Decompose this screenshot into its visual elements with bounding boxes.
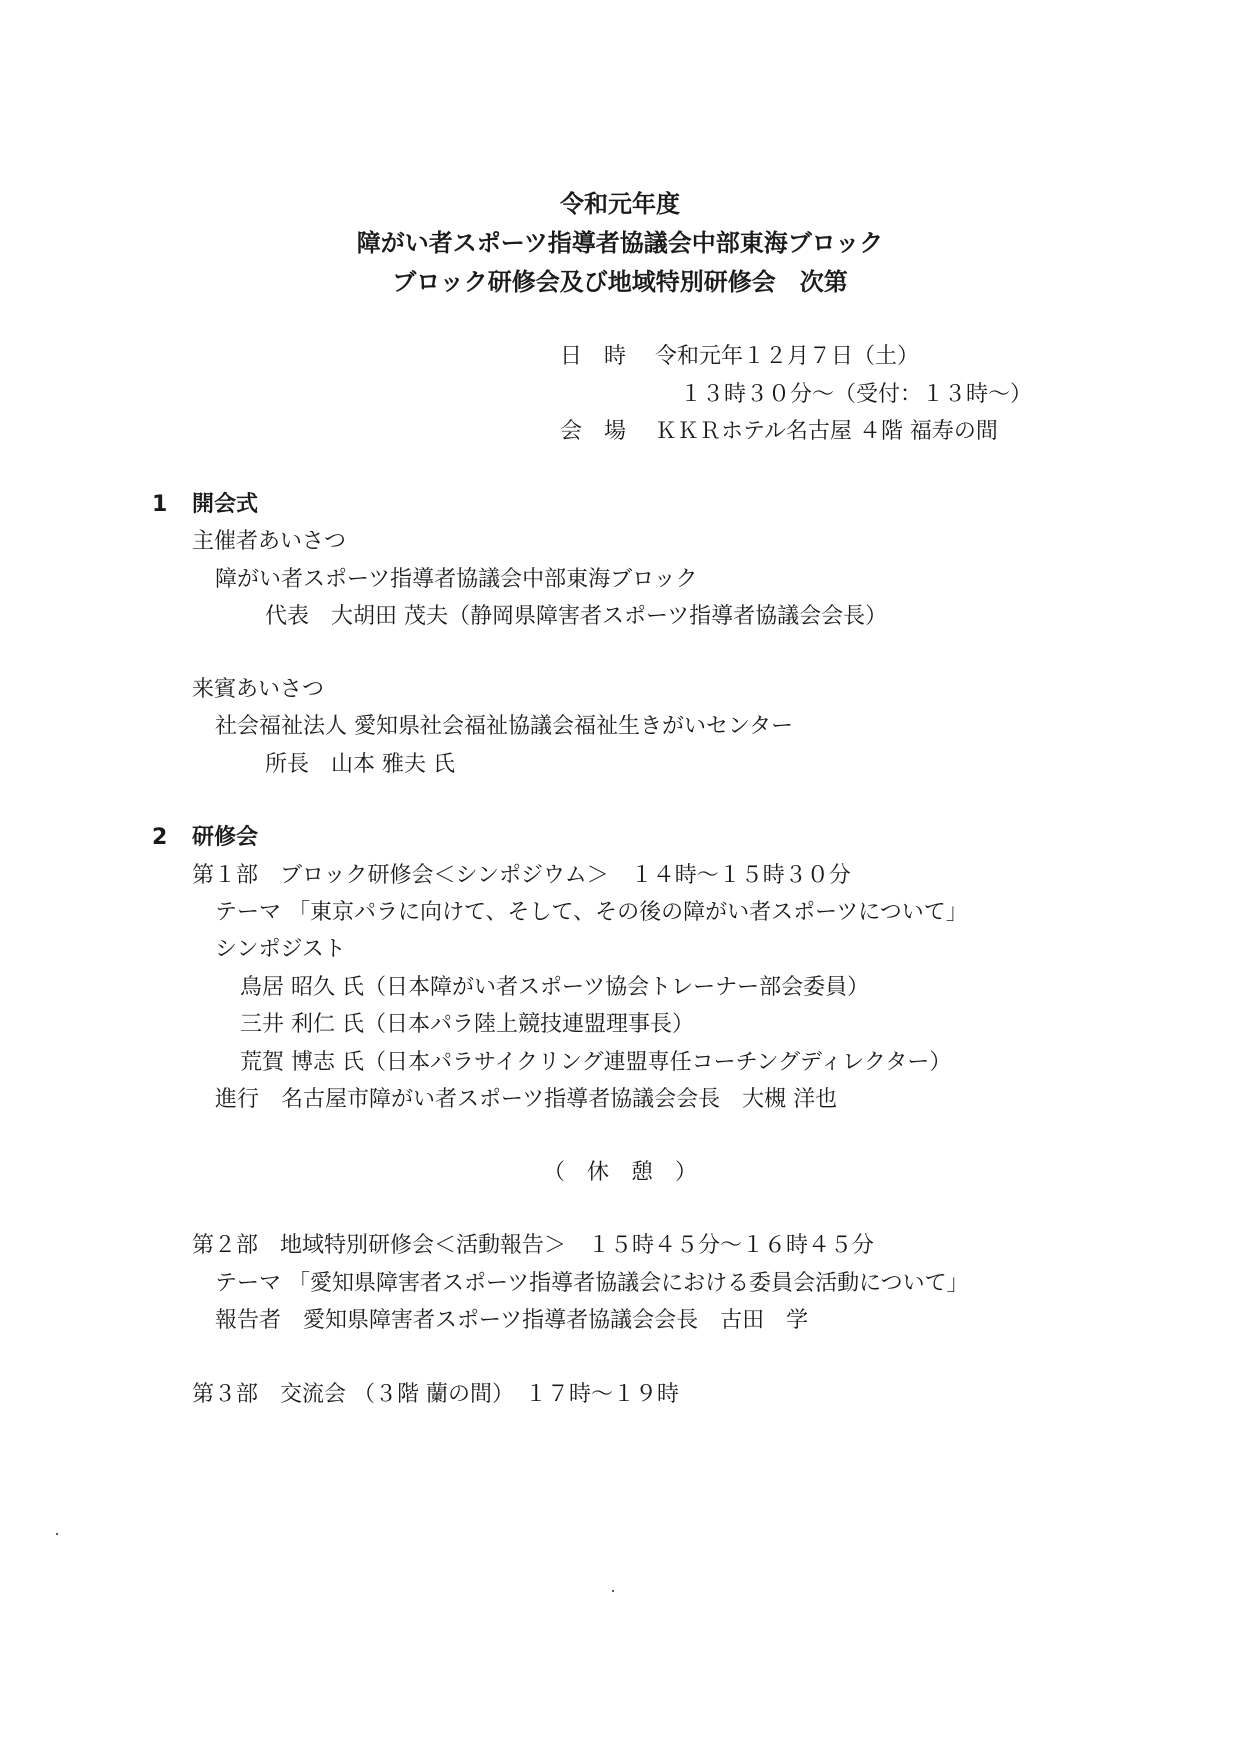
part1-title: 第１部 ブロック研修会＜シンポジウム＞ １４時～１５時３０分: [192, 863, 851, 888]
guest-representative: 所長 山本 雅夫 氏: [265, 752, 455, 777]
section1-heading: 開会式: [192, 492, 259, 517]
host-representative: 代表 大胡田 茂夫（静岡県障害者スポーツ指導者協議会会長）: [265, 604, 888, 629]
moderator: 進行 名古屋市障がい者スポーツ指導者協議会会長 大槻 洋也: [215, 1087, 838, 1112]
scan-speck: [56, 1533, 58, 1535]
guest-greeting-label: 来賓あいさつ: [192, 677, 325, 702]
guest-organization: 社会福祉法人 愛知県社会福祉協議会福祉生きがいセンター: [215, 714, 794, 739]
panelist-item: 荒賀 博志 氏（日本パラサイクリング連盟専任コーチングディレクター）: [240, 1050, 952, 1075]
part2-reporter: 報告者 愛知県障害者スポーツ指導者協議会会長 古田 学: [215, 1308, 809, 1333]
section1-number: 1: [152, 492, 168, 517]
panelists-label: シンポジスト: [215, 937, 346, 962]
part1-theme: テーマ 「東京パラに向けて、そして、その後の障がい者スポーツについて」: [215, 900, 968, 925]
panelist-item: 三井 利仁 氏（日本パラ陸上競技連盟理事長）: [240, 1012, 694, 1037]
doc-title-year: 令和元年度: [560, 190, 680, 218]
scan-speck: [612, 1590, 614, 1592]
doc-title-organization: 障がい者スポーツ指導者協議会中部東海ブロック: [356, 229, 884, 257]
venue-label: 会 場: [560, 419, 627, 444]
host-organization: 障がい者スポーツ指導者協議会中部東海ブロック: [215, 567, 698, 592]
time-value: １３時３０分～（受付：１３時～）: [680, 382, 1033, 407]
date-value: 令和元年１２月７日（土）: [655, 344, 920, 369]
part2-title: 第２部 地域特別研修会＜活動報告＞ １５時４５分～１６時４５分: [192, 1233, 875, 1258]
panelist-item: 鳥居 昭久 氏（日本障がい者スポーツ協会トレーナー部会委員）: [240, 975, 870, 1000]
break-label: （ 休 憩 ）: [542, 1160, 697, 1185]
doc-title-event: ブロック研修会及び地域特別研修会 次第: [392, 268, 848, 296]
venue-value: ＫＫＲホテル名古屋 ４階 福寿の間: [655, 419, 998, 444]
part2-theme: テーマ 「愛知県障害者スポーツ指導者協議会における委員会活動について」: [215, 1271, 969, 1296]
section2-number: 2: [152, 825, 168, 850]
host-greeting-label: 主催者あいさつ: [192, 529, 347, 554]
part3-title: 第３部 交流会 （３階 蘭の間） １７時～１９時: [192, 1382, 679, 1407]
date-label: 日 時: [560, 344, 627, 369]
section2-heading: 研修会: [192, 825, 259, 850]
